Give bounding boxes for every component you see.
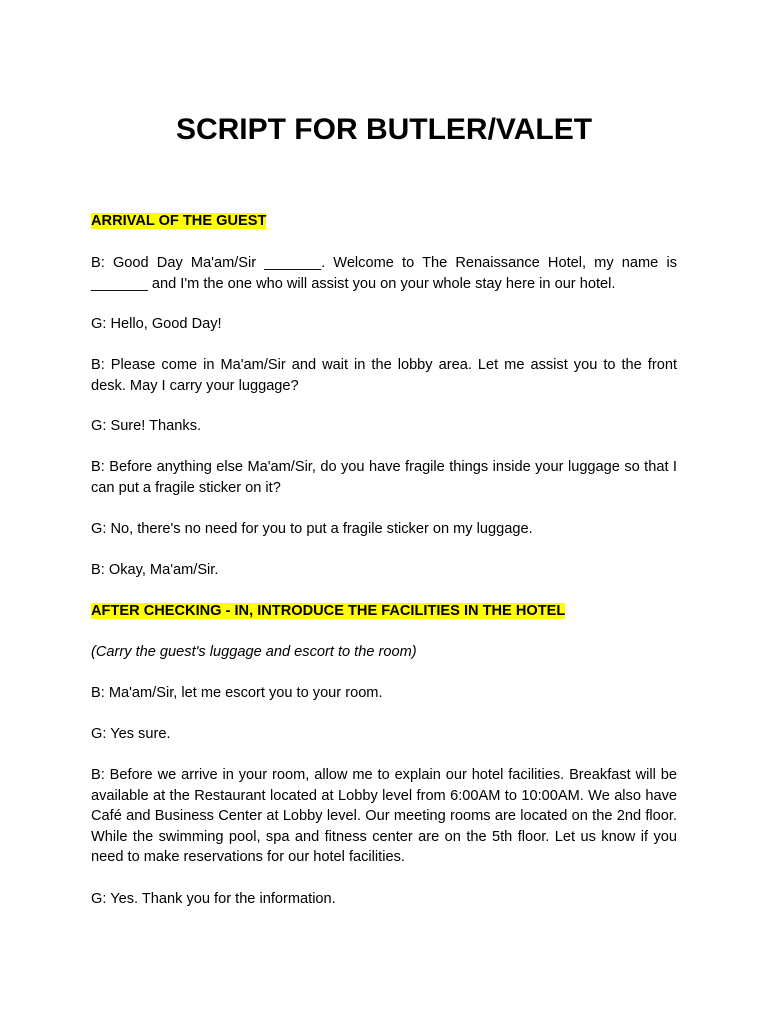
dialogue-line: G: Yes. Thank you for the information. [91,891,336,907]
dialogue-line: B: Please come in Ma'am/Sir and wait in the lobby area. Let me assist you to the front desk. May I carry your luggage? [91,357,677,394]
dialogue-line: B: Before we arrive in your room, allow me to explain our hotel facilities. Breakfast will be available at the Restaurant located at Lobby level from 6:00AM to 10:00AM. We also have Café and Business Center at Lobby level. Our meeting rooms are located on the 2nd floor. While the swimming pool, spa and fitness center are on the 5th floor. Let us know if you need to make reservations for our hotel facilities. [91,767,677,866]
dialogue-line: B: Good Day Ma'am/Sir _______. Welcome to The Renaissance Hotel, my name is _______ and I'm the one who will assist you on your whole stay here in our hotel. [91,255,677,292]
section-heading-text: AFTER CHECKING - IN, INTRODUCE THE FACILITIES IN THE HOTEL [91,603,566,619]
section-heading-facilities [91,601,565,621]
document-title: SCRIPT FOR BUTLER/VALET [175,113,593,146]
dialogue-line: B: Okay, Ma'am/Sir. [91,562,219,578]
stage-direction: (Carry the guest's luggage and escort to the room) [91,644,417,660]
section-heading-text: ARRIVAL OF THE GUEST [91,213,267,229]
dialogue-line: G: Yes sure. [91,726,171,742]
dialogue-line: G: Hello, Good Day! [91,316,222,332]
dialogue-line: G: No, there's no need for you to put a fragile sticker on my luggage. [91,521,533,537]
section-heading-arrival [91,211,266,231]
dialogue-line: B: Ma'am/Sir, let me escort you to your room. [91,685,383,701]
dialogue-line: G: Sure! Thanks. [91,418,202,434]
dialogue-line: B: Before anything else Ma'am/Sir, do you have fragile things inside your luggage so that I can put a fragile sticker on it? [91,459,677,496]
